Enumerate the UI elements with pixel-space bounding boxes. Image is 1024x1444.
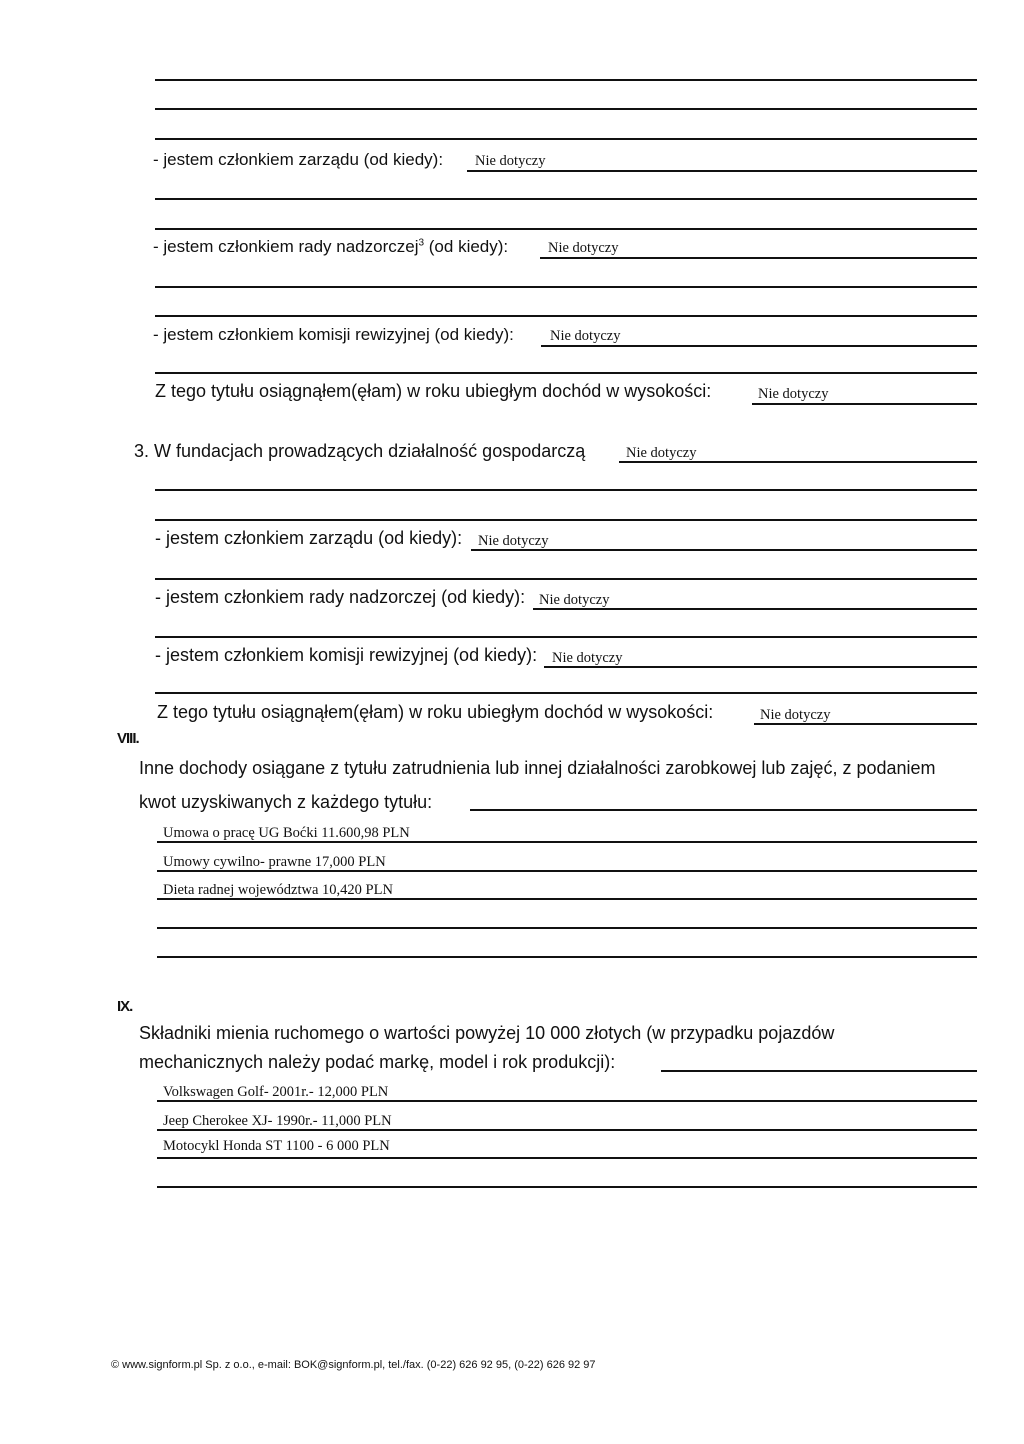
entry-line (157, 1100, 977, 1102)
board-member-label: - jestem członkiem zarządu (od kiedy): (153, 150, 444, 169)
foundation-supervisory-value: Nie dotyczy (539, 592, 610, 608)
foundation-supervisory-label: - jestem członkiem rady nadzorczej (od kiedy): (155, 587, 526, 607)
foundation-board-member-label: - jestem członkiem zarządu (od kiedy): (155, 528, 463, 548)
answer-line (541, 345, 977, 347)
income-entry: Umowa o pracę UG Boćki 11.600,98 PLN (163, 825, 410, 841)
answer-line (533, 608, 977, 610)
income-value: Nie dotyczy (758, 386, 829, 402)
foundations-heading: 3. W fundacjach prowadzących działalność gospodarczą (134, 441, 586, 461)
blank-line (155, 198, 977, 200)
blank-line (157, 927, 977, 929)
foundation-audit-value: Nie dotyczy (552, 650, 623, 666)
answer-line (471, 549, 977, 551)
blank-line (155, 138, 977, 140)
audit-committee-value: Nie dotyczy (550, 328, 621, 344)
answer-line (661, 1070, 977, 1072)
income-entry: Umowy cywilno- prawne 17,000 PLN (163, 854, 386, 870)
foundation-income-label: Z tego tytułu osiągnąłem(ęłam) w roku ubiegłym dochód w wysokości: (157, 702, 714, 722)
answer-line (544, 666, 977, 668)
foundation-board-member-value: Nie dotyczy (478, 533, 549, 549)
footnote-marker: 3 (418, 237, 425, 249)
blank-line (155, 315, 977, 317)
board-member-value: Nie dotyczy (475, 153, 546, 169)
entry-line (157, 898, 977, 900)
blank-line (157, 956, 977, 958)
section-number: VIII. (117, 730, 139, 747)
movable-property-heading-line2: mechanicznych należy podać markę, model i rok produkcji): (139, 1052, 616, 1072)
answer-line (752, 403, 977, 405)
blank-line (155, 692, 977, 694)
income-label: Z tego tytułu osiągnąłem(ęłam) w roku ubiegłym dochód w wysokości: (155, 381, 712, 401)
supervisory-board-label: - jestem członkiem rady nadzorczej$^3$ (od kiedy): (153, 237, 509, 256)
entry-line (157, 841, 977, 843)
blank-line (155, 519, 977, 521)
footer-copyright: © www.signform.pl Sp. z o.o., e-mail: BOK@signform.pl, tel./fax. (0-22) 626 92 95, (0-22) 626 92 97 (111, 1359, 596, 1371)
answer-line (540, 257, 977, 259)
entry-line (157, 1129, 977, 1131)
blank-line (155, 286, 977, 288)
blank-line (155, 636, 977, 638)
property-entry: Jeep Cherokee XJ- 1990r.- 11,000 PLN (163, 1113, 392, 1129)
blank-line (155, 372, 977, 374)
income-entry: Dieta radnej województwa 10,420 PLN (163, 882, 393, 898)
answer-line (619, 461, 977, 463)
blank-line (155, 578, 977, 580)
foundations-heading-value: Nie dotyczy (626, 445, 697, 461)
entry-line (157, 1157, 977, 1159)
answer-line (470, 809, 977, 811)
foundation-income-value: Nie dotyczy (760, 707, 831, 723)
audit-committee-label: - jestem członkiem komisji rewizyjnej (od kiedy): (153, 325, 514, 344)
answer-line (467, 170, 977, 172)
property-entry: Motocykl Honda ST 1100 - 6 000 PLN (163, 1138, 390, 1154)
section-number: IX. (117, 998, 133, 1015)
entry-line (157, 870, 977, 872)
property-entry: Volkswagen Golf- 2001r.- 12,000 PLN (163, 1084, 389, 1100)
blank-line (155, 489, 977, 491)
blank-line (155, 228, 977, 230)
foundation-audit-label: - jestem członkiem komisji rewizyjnej (od kiedy): (155, 645, 538, 665)
other-income-heading-line2: kwot uzyskiwanych z każdego tytułu: (139, 792, 433, 812)
blank-line (157, 1186, 977, 1188)
blank-line (155, 108, 977, 110)
supervisory-board-value: Nie dotyczy (548, 240, 619, 256)
answer-line (754, 723, 977, 725)
blank-line (155, 79, 977, 81)
other-income-heading: Inne dochody osiągane z tytułu zatrudnienia lub innej działalności zarobkowej lub zajęć, z podaniem (139, 758, 936, 778)
movable-property-heading: Składniki mienia ruchomego o wartości powyżej 10 000 złotych (w przypadku pojazdów (139, 1023, 835, 1043)
